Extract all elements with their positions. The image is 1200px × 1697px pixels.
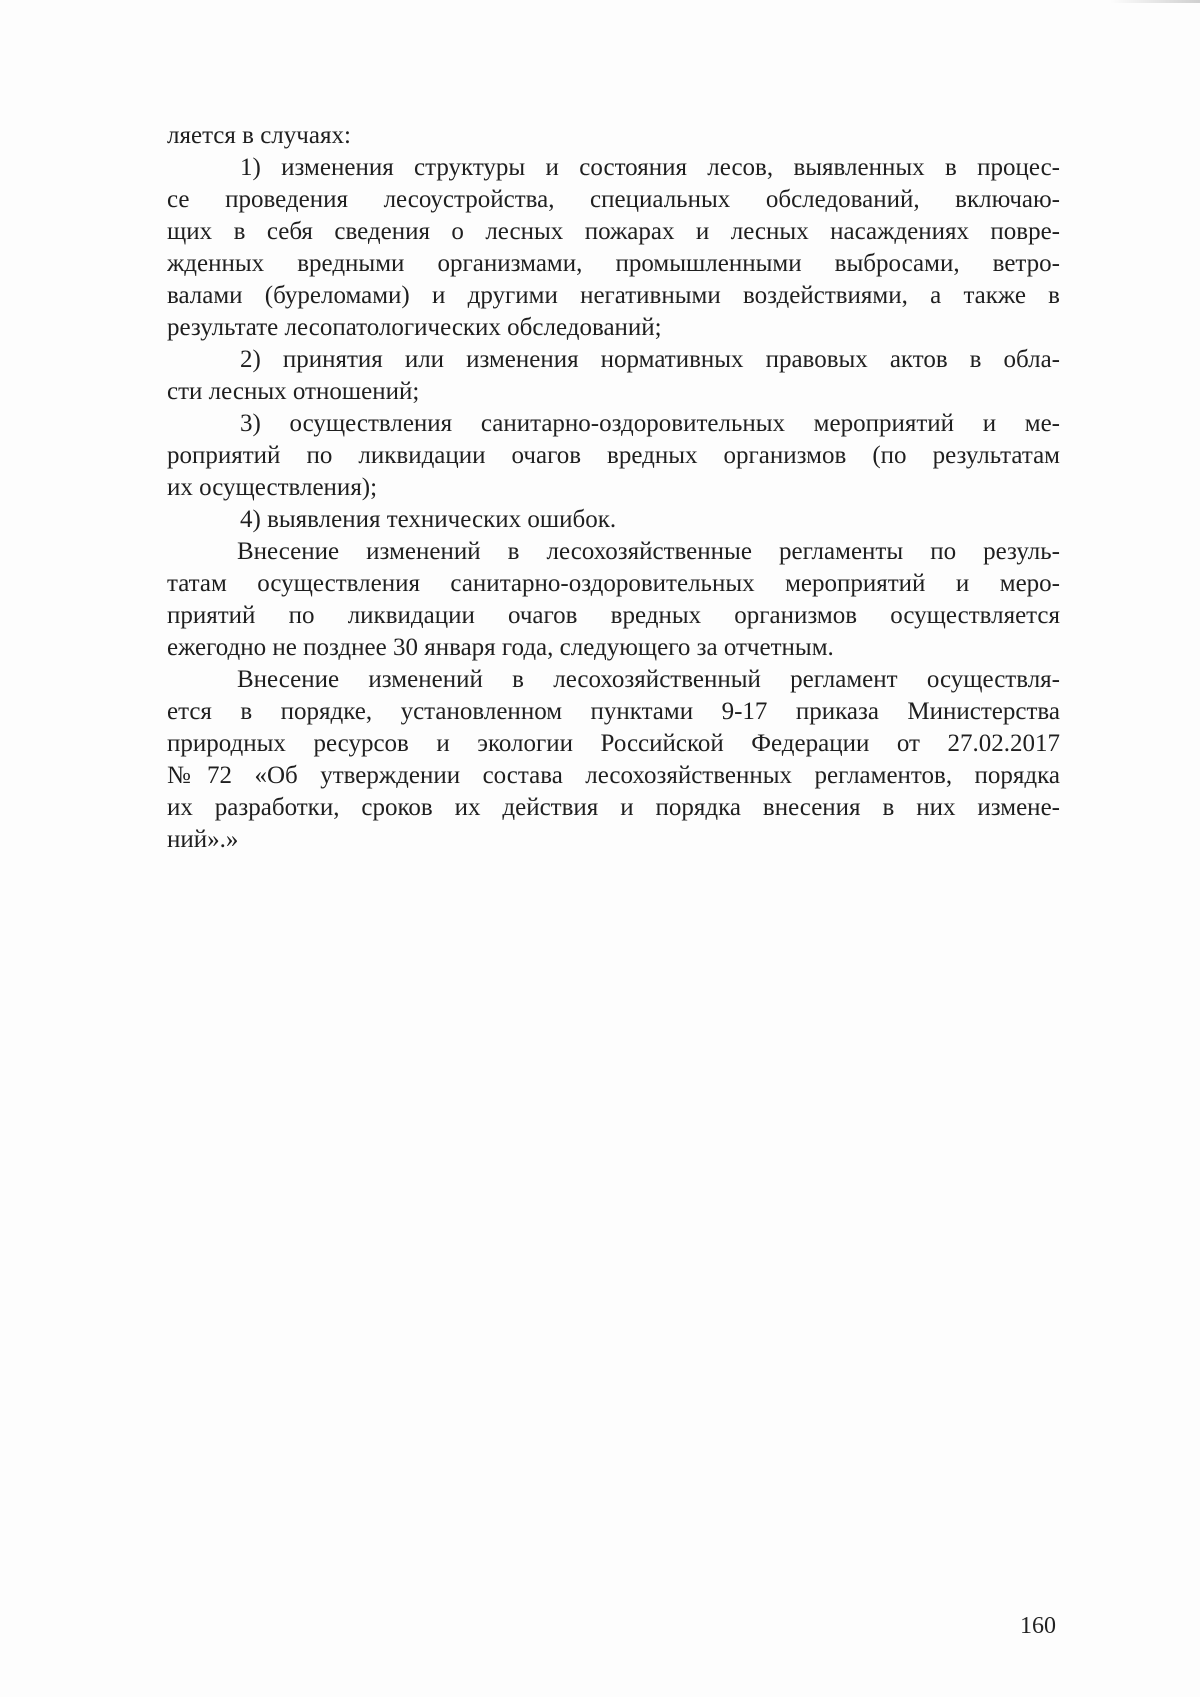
list-item-1-line: валами (буреломами) и другими негативными воздействиями, а также в [167, 282, 1060, 309]
page-number: 160 [1020, 1613, 1056, 1639]
list-item-1-line: щих в себя сведения о лесных пожарах и лесных насаждениях повре- [167, 218, 1060, 245]
list-item-1-line: результате лесопатологических обследований; [167, 314, 662, 341]
paragraph-2-line: №72 «Об утверждении состава лесохозяйственных регламентов, порядка [167, 762, 1060, 789]
paragraph-1-line: ежегодно не позднее 30 января года, следующего за отчетным. [167, 634, 834, 661]
paragraph-2-line: природных ресурсов и экологии Российской Федерации от 27.02.2017 [167, 730, 1060, 757]
paragraph-2-line: их разработки, сроков их действия и порядка внесения в них измене- [167, 794, 1060, 821]
paragraph-2-line: ний».» [167, 826, 239, 853]
list-item-3-line: роприятий по ликвидации очагов вредных организмов (по результатам [167, 442, 1060, 469]
paragraph-1-line: приятий по ликвидации очагов вредных организмов осуществляется [167, 602, 1060, 629]
list-item-1-line: 1) изменения структуры и состояния лесов, выявленных в процес- [240, 154, 1060, 181]
page-edge-shadow [1110, 0, 1200, 3]
document-body [167, 120, 1060, 856]
list-item-1-line: жденных вредными организмами, промышленными выбросами, ветро- [167, 250, 1060, 277]
paragraph-1-line: татам осуществления санитарно-оздоровительных мероприятий и меро- [167, 570, 1060, 597]
paragraph-1-line: Внесение изменений в лесохозяйственные регламенты по резуль- [237, 538, 1060, 565]
text-line: ляется в случаях: [167, 122, 351, 149]
list-item-1-line: се проведения лесоустройства, специальных обследований, включаю- [167, 186, 1060, 213]
list-item-3-line: 3) осуществления санитарно-оздоровительных мероприятий и ме- [240, 410, 1060, 437]
paragraph-2-line: ется в порядке, установленном пунктами 9-17 приказа Министерства [167, 698, 1060, 725]
list-item-3-line: их осуществления); [167, 474, 378, 501]
list-item-2-line: сти лесных отношений; [167, 378, 420, 405]
list-item-4-line: 4) выявления технических ошибок. [240, 506, 617, 533]
paragraph-2-line: Внесение изменений в лесохозяйственный регламент осуществля- [237, 666, 1060, 693]
list-item-2-line: 2) принятия или изменения нормативных правовых актов в обла- [240, 346, 1060, 373]
